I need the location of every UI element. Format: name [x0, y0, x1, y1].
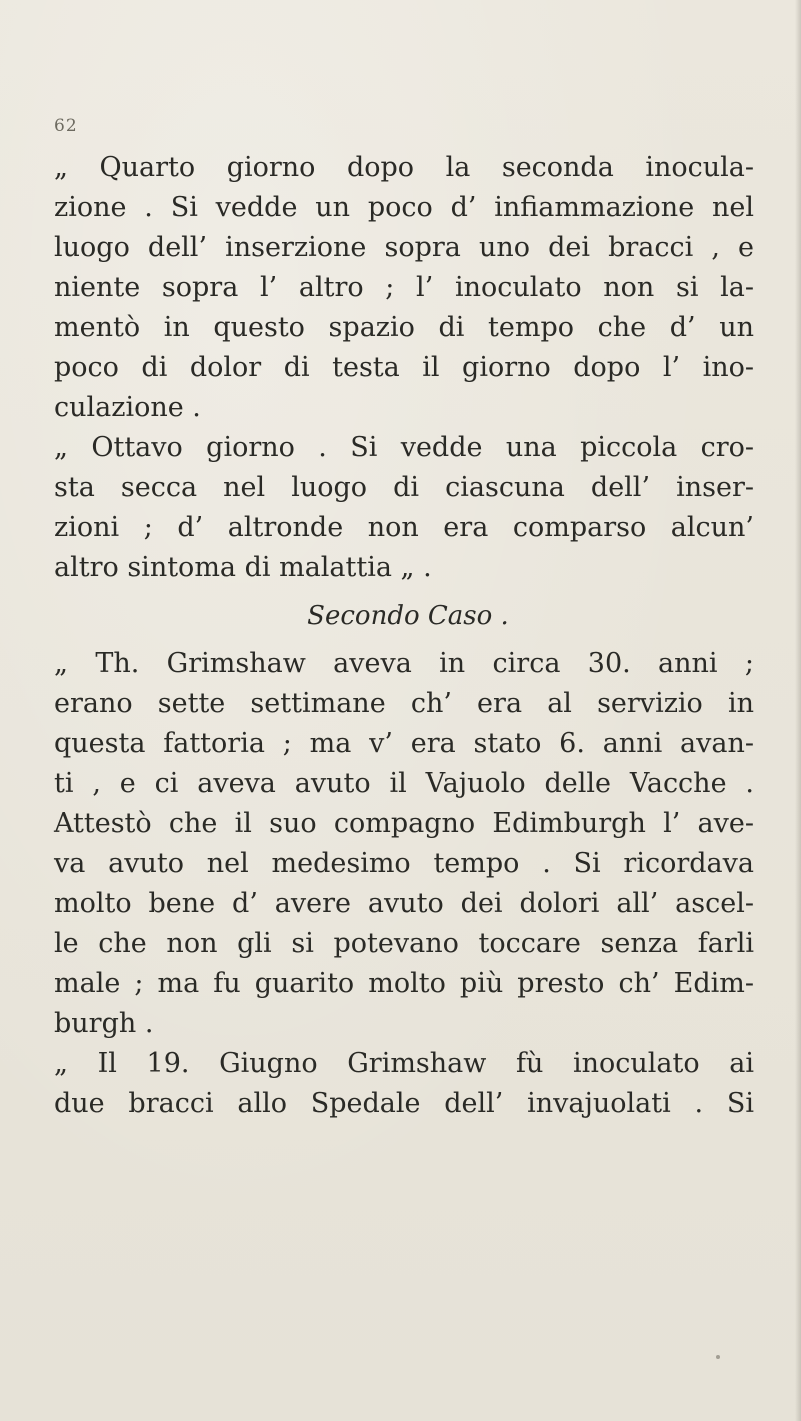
- paragraph-quarto-giorno: [54, 148, 754, 428]
- text-line: due bracci allo Spedale dell’ invajuolati . Si: [54, 1088, 754, 1119]
- text-line: sta secca nel luogo di ciascuna dell’ inser-: [54, 472, 754, 503]
- text-line: „ Th. Grimshaw aveva in circa 30. anni ;: [54, 648, 754, 679]
- ink-speck: [716, 1355, 720, 1359]
- text-line: „ Quarto giorno dopo la seconda inocula-: [54, 152, 754, 183]
- paragraph-grimshaw: [54, 644, 754, 1044]
- section-heading: Secondo Caso .: [307, 601, 509, 631]
- text-line: male ; ma fu guarito molto più presto ch’ Edim-: [54, 968, 754, 999]
- text-line: zioni ; d’ altronde non era comparso alcun’: [54, 512, 754, 543]
- text-line: burgh .: [54, 1008, 154, 1039]
- text-line: le che non gli si potevano toccare senza farli: [54, 928, 754, 959]
- text-line: poco di dolor di testa il giorno dopo l’ ino-: [54, 352, 754, 383]
- text-line: molto bene d’ avere avuto dei dolori all’ ascel-: [54, 888, 754, 919]
- text-line: mentò in questo spazio di tempo che d’ un: [54, 312, 754, 343]
- text-line: zione . Si vedde un poco d’ infiammazione nel: [54, 192, 754, 223]
- page-edge-shadow: [795, 0, 801, 1421]
- text-line: „ Ottavo giorno . Si vedde una piccola cro-: [54, 432, 754, 463]
- text-line: questa fattoria ; ma v’ era stato 6. anni avan-: [54, 728, 754, 759]
- text-line: erano sette settimane ch’ era al servizio in: [54, 688, 754, 719]
- text-line: niente sopra l’ altro ; l’ inoculato non si la-: [54, 272, 754, 303]
- paragraph-giugno: [54, 1044, 754, 1124]
- page-number: 62: [54, 116, 78, 136]
- text-line: ti , e ci aveva avuto il Vajuolo delle Vacche .: [54, 768, 754, 799]
- text-line: culazione .: [54, 392, 201, 423]
- paragraph-ottavo-giorno: [54, 428, 754, 588]
- text-line: „ Il 19. Giugno Grimshaw fù inoculato ai: [54, 1048, 754, 1079]
- text-line: altro sintoma di malattia „ .: [54, 552, 432, 583]
- text-line: Attestò che il suo compagno Edimburgh l’ ave-: [54, 808, 754, 839]
- page-text: [54, 148, 754, 1124]
- text-line: luogo dell’ inserzione sopra uno dei bracci , e: [54, 232, 754, 263]
- text-line: va avuto nel medesimo tempo . Si ricordava: [54, 848, 754, 879]
